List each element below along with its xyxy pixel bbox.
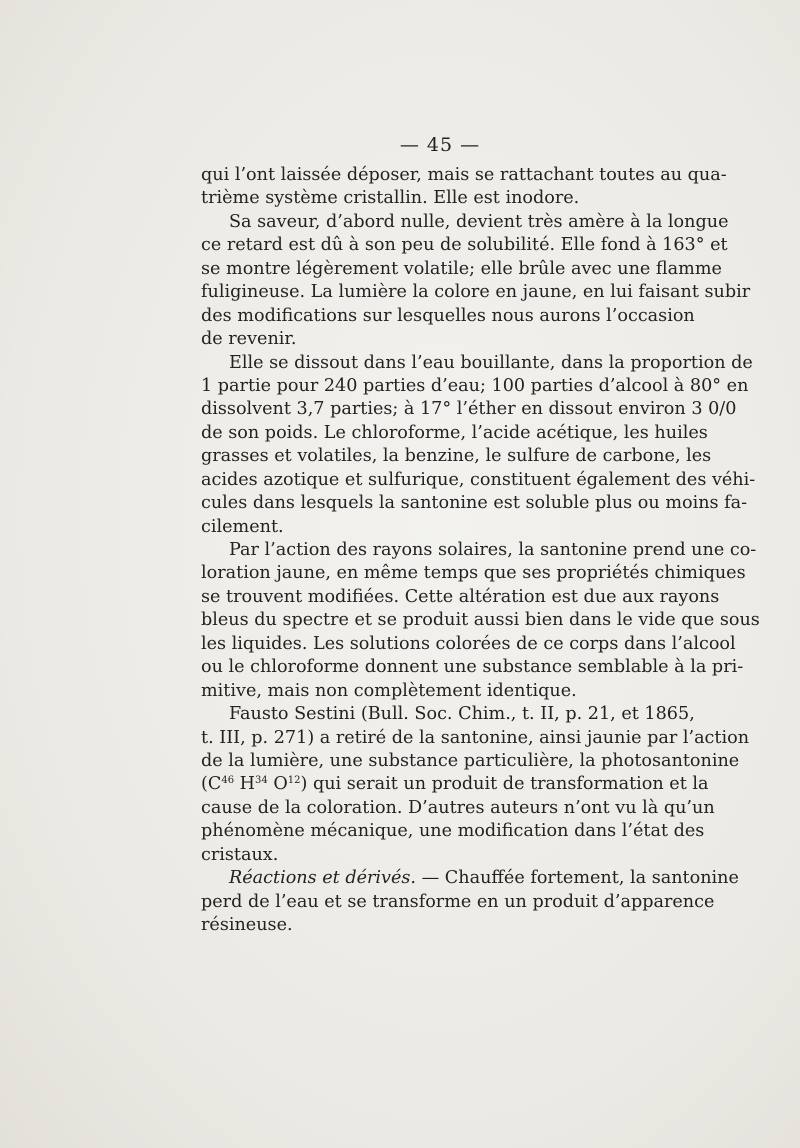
text-line: résineuse. xyxy=(201,915,293,935)
text-line: perd de l’eau et se transforme en un produit d’apparence xyxy=(201,891,715,912)
formula-subscript: 12 xyxy=(287,775,301,787)
formula-part: O xyxy=(267,774,288,795)
text-line: de la lumière, une substance particulière, la photosantonine xyxy=(201,750,740,771)
text-line: acides azotique et sulfurique, constituent également des véhi- xyxy=(201,469,756,490)
text-line: cules dans lesquels la santonine est soluble plus ou moins fa- xyxy=(201,493,748,514)
text-line: qui l’ont laissée déposer, mais se rattachant toutes au qua- xyxy=(201,165,727,185)
text-line: loration jaune, en même temps que ses propriétés chimiques xyxy=(201,563,746,584)
body-text xyxy=(201,164,760,937)
text-line: de son poids. Le chloroforme, l’acide acétique, les huiles xyxy=(201,422,708,443)
formula-part: (C xyxy=(201,774,222,795)
page-number: — 45 — xyxy=(399,134,481,156)
text-line: Fausto Sestini (Bull. Soc. Chim., t. II, p. 21, et 1865, xyxy=(229,704,695,725)
text-line: phénomène mécanique, une modification dans l’état des xyxy=(201,821,705,842)
text-line: 1 partie pour 240 parties d’eau; 100 parties d’alcool à 80° en xyxy=(201,375,749,396)
text-line: Elle se dissout dans l’eau bouillante, dans la proportion de xyxy=(229,352,753,373)
text-line: les liquides. Les solutions colorées de ce corps dans l’alcool xyxy=(201,633,736,654)
text-line: ou le chloroforme donnent une substance semblable à la pri- xyxy=(201,657,744,678)
formula-line xyxy=(201,773,709,796)
text-line: grasses et volatiles, la benzine, le sulfure de carbone, les xyxy=(201,446,712,467)
text-line xyxy=(201,867,739,890)
text-line: cristaux. xyxy=(201,844,279,865)
text-line: de revenir. xyxy=(201,329,297,350)
text-line: se montre légèrement volatile; elle brûle avec une flamme xyxy=(201,258,722,279)
text-line: cause de la coloration. D’autres auteurs n’ont vu là qu’un xyxy=(201,797,715,818)
text-line: t. III, p. 271) a retiré de la santonine, ainsi jaunie par l’action xyxy=(201,727,750,748)
text-line: Sa saveur, d’abord nulle, devient très amère à la longue xyxy=(229,211,729,232)
text-line: des modifications sur lesquelles nous aurons l’occasion xyxy=(201,305,695,326)
text-run: — Chauffée fortement, la santonine xyxy=(416,868,739,889)
text-line: fuligineuse. La lumière la colore en jaune, en lui faisant subir xyxy=(201,282,751,303)
formula-part: H xyxy=(234,774,255,795)
text-line: se trouvent modifiées. Cette altération est due aux rayons xyxy=(201,586,720,607)
formula-subscript: 46 xyxy=(221,775,235,787)
text-line: bleus du spectre et se produit aussi bien dans le vide que sous xyxy=(201,610,760,631)
text-line: mitive, mais non complètement identique. xyxy=(201,680,577,701)
text-line: ce retard est dû à son peu de solubilité. Elle fond à 163° et xyxy=(201,235,728,256)
formula-part: ) qui serait un produit de transformation et la xyxy=(300,774,709,795)
text-line: Par l’action des rayons solaires, la santonine prend une co- xyxy=(229,540,757,560)
formula-subscript: 34 xyxy=(255,775,268,787)
text-line: trième système cristallin. Elle est inodore. xyxy=(201,188,580,209)
section-heading: Réactions et dérivés. xyxy=(229,868,417,889)
text-line: cilement. xyxy=(201,516,284,537)
text-line: dissolvent 3,7 parties; à 17° l’éther en dissout environ 3 0/0 xyxy=(201,399,737,420)
